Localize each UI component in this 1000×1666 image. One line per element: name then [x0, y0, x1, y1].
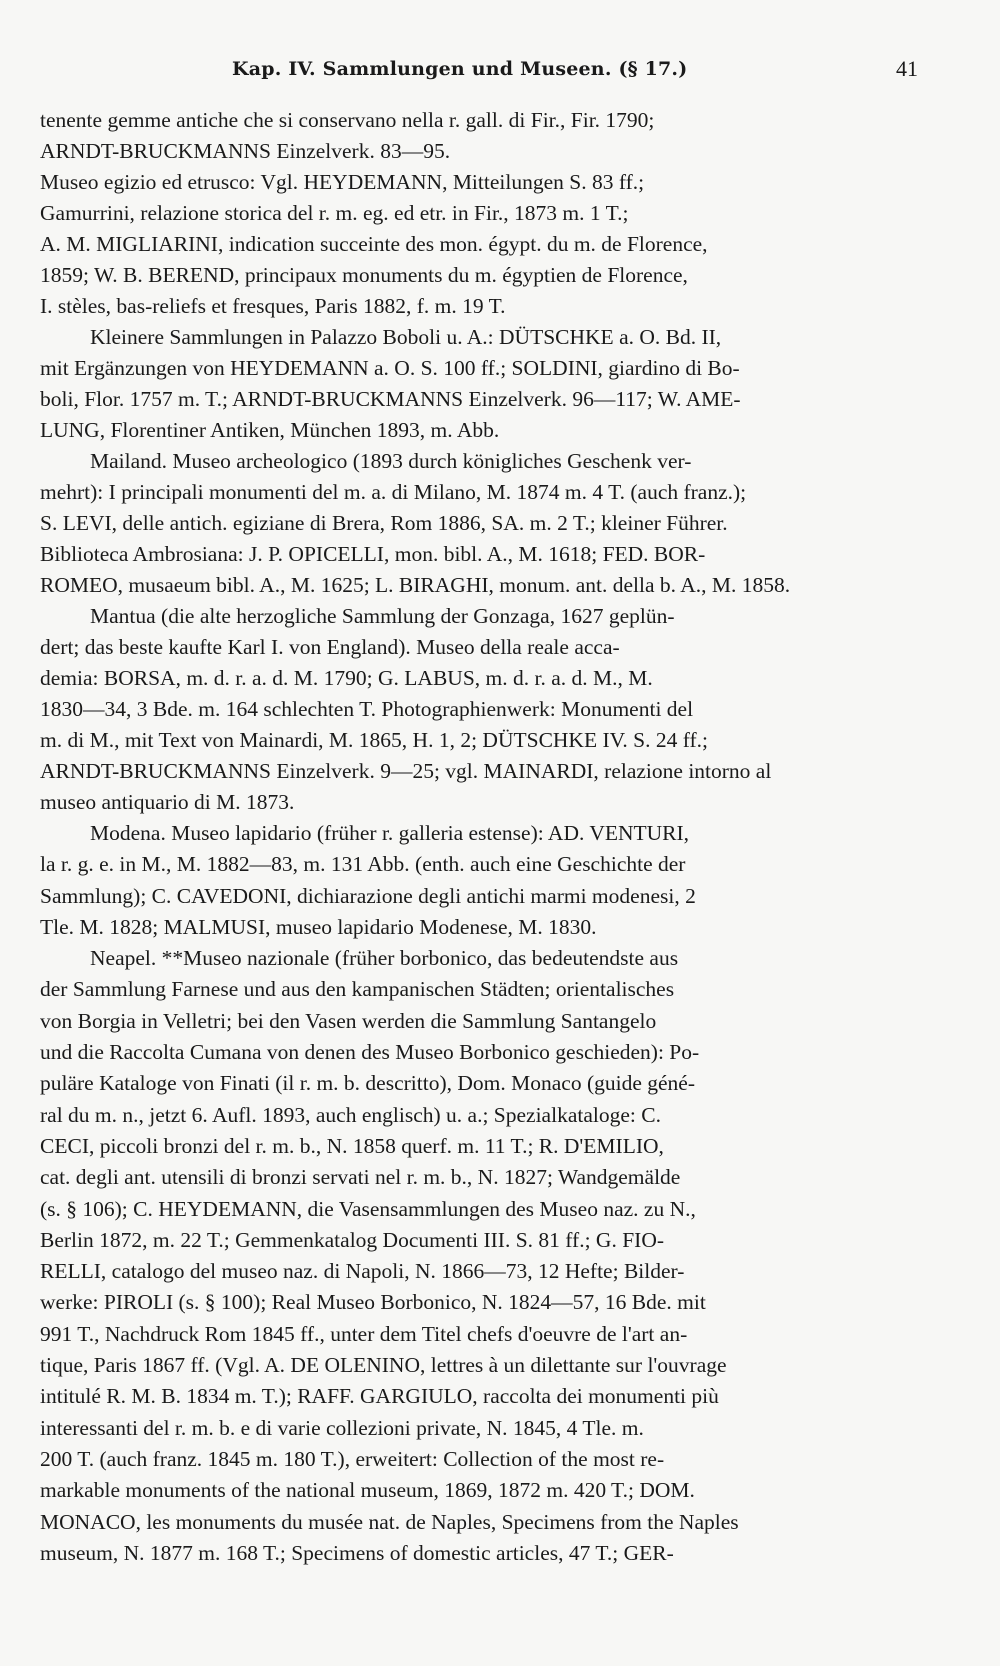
page-number: 41 — [896, 56, 918, 81]
text-line: A. M. MIGLIARINI, indication succeinte des mon. égypt. du m. de Florence, — [40, 232, 708, 256]
text-line: 991 T., Nachdruck Rom 1845 ff., unter dem Titel chefs d'oeuvre de l'art an- — [40, 1321, 688, 1346]
text-line: und die Raccolta Cumana von denen des Museo Borbonico geschieden): Po- — [40, 1040, 700, 1065]
text-line: LUNG, Florentiner Antiken, München 1893, m. Abb. — [40, 418, 500, 442]
text-line: I. stèles, bas-reliefs et fresques, Paris 1882, f. m. 19 T. — [40, 294, 506, 318]
text-line: Mantua (die alte herzogliche Sammlung der Gonzaga, 1627 geplün- — [90, 604, 675, 628]
text-line: (s. § 106); C. HEYDEMANN, die Vasensammlungen des Museo naz. zu N., — [40, 1196, 696, 1221]
text-line: 200 T. (auch franz. 1845 m. 180 T.), erweitert: Collection of the most re- — [40, 1446, 665, 1471]
text-line: museo antiquario di M. 1873. — [40, 790, 295, 814]
text-line: Mailand. Museo archeologico (1893 durch königliches Geschenk ver- — [90, 449, 692, 473]
text-line: ARNDT-BRUCKMANNS Einzelverk. 9—25; vgl. MAINARDI, relazione intorno al — [40, 759, 772, 783]
text-line: Modena. Museo lapidario (früher r. galleria estense): AD. VENTURI, — [90, 821, 690, 845]
text-line: boli, Flor. 1757 m. T.; ARNDT-BRUCKMANNS Einzelverk. 96—117; W. AME- — [40, 387, 741, 411]
text-line: museum, N. 1877 m. 168 T.; Specimens of domestic articles, 47 T.; GER- — [40, 1540, 674, 1565]
text-line: Tle. M. 1828; MALMUSI, museo lapidario Modenese, M. 1830. — [40, 914, 597, 939]
text-line: markable monuments of the national museum, 1869, 1872 m. 420 T.; DOM. — [40, 1478, 695, 1503]
text-line: Museo egizio ed etrusco: Vgl. HEYDEMANN, Mitteilungen S. 83 ff.; — [40, 170, 645, 194]
running-header: Kap. IV. Sammlungen und Museen. (§ 17.) — [232, 58, 688, 80]
text-line: ARNDT-BRUCKMANNS Einzelverk. 83—95. — [40, 139, 451, 163]
text-line: interessanti del r. m. b. e di varie collezioni private, N. 1845, 4 Tle. m. — [40, 1415, 644, 1440]
text-line: Biblioteca Ambrosiana: J. P. OPICELLI, mon. bibl. A., M. 1618; FED. BOR- — [40, 542, 706, 566]
text-line: tenente gemme antiche che si conservano nella r. gall. di Fir., Fir. 1790; — [40, 108, 655, 132]
text-line: Berlin 1872, m. 22 T.; Gemmenkatalog Documenti III. S. 81 ff.; G. FIO- — [40, 1227, 665, 1252]
text-line: 1830—34, 3 Bde. m. 164 schlechten T. Photographienwerk: Monumenti del — [40, 697, 694, 721]
body-text — [40, 105, 920, 1569]
text-line: MONACO, les monuments du musée nat. de Naples, Specimens from the Naples — [40, 1509, 739, 1534]
text-line: ROMEO, musaeum bibl. A., M. 1625; L. BIRAGHI, monum. ant. della b. A., M. 1858. — [40, 573, 791, 597]
text-line: ral du m. n., jetzt 6. Aufl. 1893, auch englisch) u. a.; Spezialkataloge: C. — [40, 1102, 661, 1127]
text-line: mehrt): I principali monumenti del m. a. di Milano, M. 1874 m. 4 T. (auch franz.); — [40, 480, 747, 504]
text-line: dert; das beste kaufte Karl I. von England). Museo della reale acca- — [40, 635, 620, 659]
text-line: der Sammlung Farnese und aus den kampanischen Städten; orientalisches — [40, 977, 675, 1002]
text-line: mit Ergänzungen von HEYDEMANN a. O. S. 100 ff.; SOLDINI, giardino di Bo- — [40, 356, 740, 380]
text-line: werke: PIROLI (s. § 100); Real Museo Borbonico, N. 1824—57, 16 Bde. mit — [40, 1290, 706, 1315]
text-line: tique, Paris 1867 ff. (Vgl. A. DE OLENINO, lettres à un dilettante sur l'ouvrage — [40, 1353, 727, 1378]
text-line: von Borgia in Velletri; bei den Vasen werden die Sammlung Santangelo — [40, 1008, 657, 1033]
text-line: Sammlung); C. CAVEDONI, dichiarazione degli antichi marmi modenesi, 2 — [40, 883, 696, 908]
text-line: Neapel. **Museo nazionale (früher borbonico, das bedeutendste aus — [90, 946, 679, 971]
text-line: demia: BORSA, m. d. r. a. d. M. 1790; G. LABUS, m. d. r. a. d. M., M. — [40, 666, 653, 690]
text-line: Gamurrini, relazione storica del r. m. eg. ed etr. in Fir., 1873 m. 1 T.; — [40, 201, 629, 225]
text-line: intitulé R. M. B. 1834 m. T.); RAFF. GARGIULO, raccolta dei monumenti più — [40, 1384, 719, 1409]
text-line: m. di M., mit Text von Mainardi, M. 1865, H. 1, 2; DÜTSCHKE IV. S. 24 ff.; — [40, 728, 708, 752]
text-line: la r. g. e. in M., M. 1882—83, m. 131 Abb. (enth. auch eine Geschichte der — [40, 852, 686, 877]
text-line: 1859; W. B. BEREND, principaux monuments du m. égyptien de Florence, — [40, 263, 688, 287]
text-line: S. LEVI, delle antich. egiziane di Brera, Rom 1886, SA. m. 2 T.; kleiner Führer. — [40, 511, 728, 535]
text-line: puläre Kataloge von Finati (il r. m. b. descritto), Dom. Monaco (guide géné- — [40, 1071, 695, 1096]
text-line: RELLI, catalogo del museo naz. di Napoli, N. 1866—73, 12 Hefte; Bilder- — [40, 1259, 685, 1284]
text-line: Kleinere Sammlungen in Palazzo Boboli u. A.: DÜTSCHKE a. O. Bd. II, — [90, 325, 722, 349]
text-line: cat. degli ant. utensili di bronzi servati nel r. m. b., N. 1827; Wandgemälde — [40, 1165, 681, 1190]
text-line: CECI, piccoli bronzi del r. m. b., N. 1858 querf. m. 11 T.; R. D'EMILIO, — [40, 1133, 664, 1158]
